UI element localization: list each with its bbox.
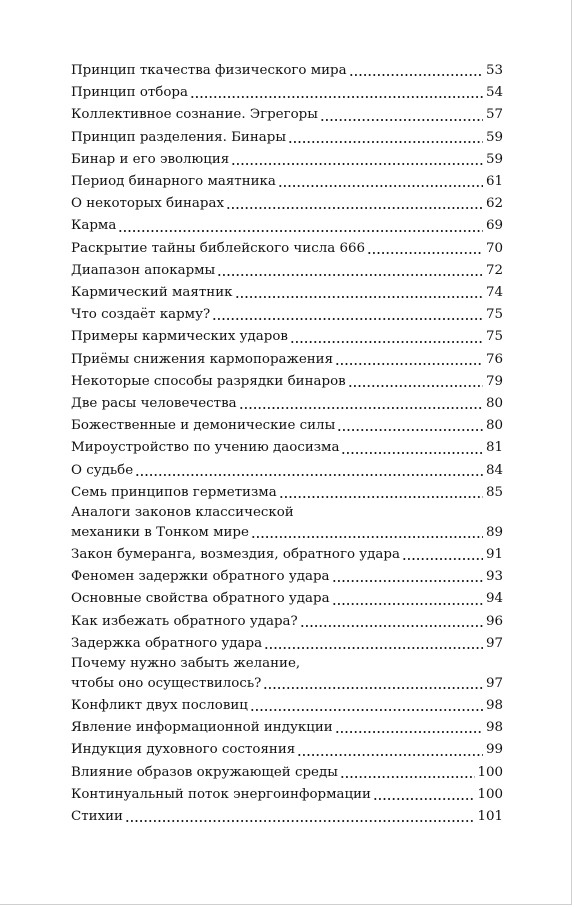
toc-entry-title: Как избежать обратного удара?	[71, 613, 298, 629]
toc-entry-title: Коллективное сознание. Эгрегоры	[71, 107, 318, 123]
toc-entry	[71, 695, 503, 717]
toc-entry	[71, 437, 503, 459]
toc-entry	[71, 588, 503, 610]
toc-entry	[71, 193, 503, 215]
toc-entry-title: Божественные и демонические силы	[71, 418, 336, 434]
toc-entry	[71, 806, 503, 828]
toc-entry-title: Некоторые способы разрядки бинаров	[71, 373, 346, 389]
dot-leader	[279, 496, 483, 498]
toc-entry-page: 72	[485, 262, 503, 278]
dot-leader	[212, 318, 483, 320]
dot-leader	[349, 74, 483, 76]
toc-entry	[71, 82, 503, 104]
dot-leader	[235, 296, 484, 298]
toc-entry-title: Бинар и его эволюция	[71, 151, 230, 167]
toc-entry-title: Приёмы снижения кармопоражения	[71, 351, 334, 367]
toc-entry-page: 70	[485, 240, 503, 256]
toc-entry-title: О судьбе	[71, 462, 134, 478]
toc-entry-title: Индукция духовного состояния	[71, 742, 296, 758]
toc-entry-page: 96	[485, 613, 503, 629]
toc-entry-title: Диапазон апокармы	[71, 262, 216, 278]
toc-entry	[71, 304, 503, 326]
dot-leader	[125, 820, 475, 822]
toc-entry-title-line: чтобы оно осуществилось?	[71, 676, 262, 692]
toc-entry	[71, 104, 503, 126]
toc-entry-title: Кармический маятник	[71, 285, 233, 301]
toc-entry-title: Феномен задержки обратного удара	[71, 569, 330, 585]
toc-entry	[71, 60, 503, 82]
toc-entry-title: Стихии	[71, 809, 123, 825]
dot-leader	[217, 274, 483, 276]
dot-leader	[231, 163, 483, 165]
toc-entry-page: 100	[477, 764, 503, 780]
toc-entry-title: Период бинарного маятника	[71, 174, 276, 190]
toc-entry-page: 94	[485, 591, 503, 607]
toc-entry	[71, 171, 503, 193]
toc-entry	[71, 717, 503, 739]
toc-entry	[71, 127, 503, 149]
toc-entry-title: Принцип отбора	[71, 85, 188, 101]
toc-entry-title: Влияние образов окружающей среды	[71, 764, 338, 780]
toc-entry-page: 97	[485, 676, 503, 692]
dot-leader	[367, 252, 483, 254]
toc-entry	[71, 215, 503, 237]
toc-entry-page: 76	[485, 351, 503, 367]
toc-entry	[71, 282, 503, 304]
dot-leader	[251, 536, 483, 538]
toc-entry-page: 57	[485, 107, 503, 123]
toc-entry-title: Примеры кармических ударов	[71, 329, 288, 345]
toc-entry	[71, 460, 503, 482]
toc-entry	[71, 349, 503, 371]
dot-leader	[263, 687, 483, 689]
toc-entry	[71, 544, 503, 566]
toc-entry	[71, 739, 503, 761]
toc-entry	[71, 633, 503, 655]
dot-leader	[135, 474, 483, 476]
toc-entry-title-line: Аналоги законов классической	[71, 505, 294, 521]
toc-entry	[71, 415, 503, 437]
table-of-contents	[71, 60, 503, 828]
toc-entry-title: Континуальный поток энергоинформации	[71, 786, 371, 802]
dot-leader	[288, 141, 483, 143]
toc-entry-title: О некоторых бинарах	[71, 196, 225, 212]
toc-entry-page: 98	[485, 720, 503, 736]
toc-entry-page: 59	[485, 129, 503, 145]
toc-entry	[71, 149, 503, 171]
toc-entry-page: 99	[485, 742, 503, 758]
toc-entry-page: 89	[485, 525, 503, 541]
dot-leader	[373, 798, 476, 800]
toc-entry-page: 80	[485, 396, 503, 412]
toc-entry	[71, 482, 503, 504]
toc-entry-page: 93	[485, 569, 503, 585]
dot-leader	[332, 603, 483, 605]
toc-entry-page: 59	[485, 151, 503, 167]
dot-leader	[250, 709, 483, 711]
toc-entry-page: 84	[485, 462, 503, 478]
toc-entry-title: Конфликт двух пословиц	[71, 698, 248, 714]
dot-leader	[341, 452, 483, 454]
toc-entry-title: Что создаёт карму?	[71, 307, 211, 323]
toc-entry-title-line: Почему нужно забыть желание,	[71, 656, 301, 672]
toc-entry	[71, 326, 503, 348]
dot-leader	[300, 625, 483, 627]
toc-entry-page: 91	[485, 547, 503, 563]
dot-leader	[118, 230, 483, 232]
dot-leader	[340, 776, 476, 778]
toc-entry-page: 100	[477, 786, 503, 802]
toc-entry-title: Принцип разделения. Бинары	[71, 129, 286, 145]
dot-leader	[402, 558, 483, 560]
dot-leader	[226, 207, 483, 209]
toc-entry-page: 85	[485, 484, 503, 500]
toc-entry	[71, 238, 503, 260]
dot-leader	[297, 754, 483, 756]
toc-entry-page: 62	[485, 196, 503, 212]
toc-entry-title: Задержка обратного удара	[71, 635, 263, 651]
dot-leader	[290, 341, 483, 343]
toc-entry	[71, 784, 503, 806]
dot-leader	[320, 119, 483, 121]
toc-entry-title-line: механики в Тонком мире	[71, 525, 249, 541]
toc-entry-title: Карма	[71, 218, 117, 234]
toc-entry-title: Явление информационной индукции	[71, 720, 333, 736]
toc-entry-page: 75	[485, 329, 503, 345]
dot-leader	[264, 647, 483, 649]
toc-entry-page: 61	[485, 174, 503, 190]
dot-leader	[348, 385, 483, 387]
toc-entry-title: Раскрытие тайны библейского числа 666	[71, 240, 366, 256]
toc-entry-title: Закон бумеранга, возмездия, обратного удара	[71, 547, 400, 563]
dot-leader	[332, 580, 483, 582]
toc-entry	[71, 504, 503, 544]
toc-entry	[71, 566, 503, 588]
dot-leader	[190, 96, 483, 98]
dot-leader	[278, 185, 483, 187]
toc-entry-title: Основные свойства обратного удара	[71, 591, 330, 607]
toc-entry-page: 80	[485, 418, 503, 434]
dot-leader	[335, 363, 483, 365]
toc-entry-page: 97	[485, 635, 503, 651]
toc-entry-title: Две расы человечества	[71, 396, 237, 412]
toc-entry-page: 81	[485, 440, 503, 456]
toc-entry	[71, 393, 503, 415]
toc-entry-page: 75	[485, 307, 503, 323]
dot-leader	[335, 731, 483, 733]
toc-entry-title: Принцип ткачества физического мира	[71, 63, 347, 78]
toc-entry-page: 101	[477, 809, 503, 825]
toc-entry	[71, 611, 503, 633]
toc-entry	[71, 762, 503, 784]
toc-entry-page: 74	[485, 285, 503, 301]
toc-entry-page: 53	[485, 63, 503, 78]
toc-entry	[71, 260, 503, 282]
toc-entry-title: Мироустройство по учению даосизма	[71, 440, 340, 456]
toc-entry-page: 54	[485, 85, 503, 101]
toc-entry-page: 69	[485, 218, 503, 234]
toc-entry-page: 98	[485, 698, 503, 714]
dot-leader	[239, 407, 483, 409]
toc-entry-title: Семь принципов герметизма	[71, 484, 277, 500]
toc-entry	[71, 655, 503, 695]
toc-entry-page: 79	[485, 373, 503, 389]
dot-leader	[337, 429, 483, 431]
toc-entry	[71, 371, 503, 393]
